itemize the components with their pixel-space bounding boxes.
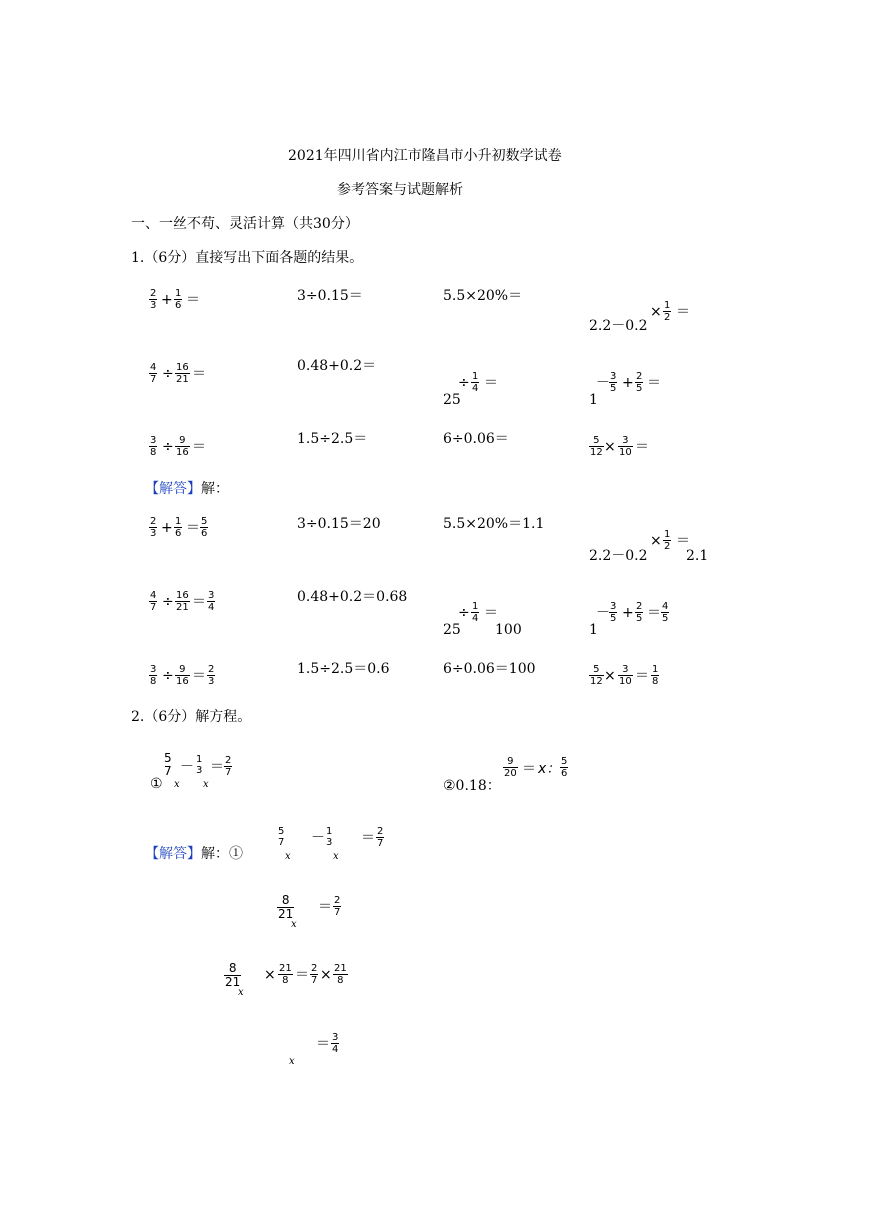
variable-x: x bbox=[174, 779, 180, 790]
minus-sign: － bbox=[596, 375, 610, 391]
variable-x: x bbox=[285, 851, 291, 862]
fraction-3-10: $\frac{3}{10}$ bbox=[619, 435, 632, 458]
page-subtitle: 参考答案与试题解析 bbox=[337, 182, 463, 198]
fraction-2-3: $\frac{2}{3}$ bbox=[208, 664, 215, 687]
equals-sign: ＝ bbox=[484, 375, 498, 391]
fraction-1-4: $\frac{1}{4}$ bbox=[472, 371, 479, 394]
fraction-9-16: $\frac{9}{16}$ bbox=[176, 664, 189, 687]
answer-r2c4-prefix: 1 bbox=[589, 622, 598, 638]
problem-r2c4-prefix: 1 bbox=[589, 392, 598, 408]
times-sign: × bbox=[650, 304, 662, 320]
fraction-3-8: $\frac{3}{8}$ bbox=[150, 664, 157, 687]
fraction-1-2: $\frac{1}{2}$ bbox=[664, 300, 671, 323]
fraction-1-6: $\frac{1}{6}$ bbox=[175, 516, 182, 539]
answer-label: 【解答】 bbox=[145, 846, 201, 862]
divide-sign: ÷ bbox=[162, 439, 174, 455]
equals-sign: ＝ bbox=[295, 967, 309, 983]
fraction-2-3: $\frac{2}{3}$ bbox=[150, 516, 157, 539]
answer-r2c2: 0.48+0.2＝0.68 bbox=[297, 589, 408, 605]
fraction-3-5: $\frac{3}{5}$ bbox=[610, 371, 617, 394]
divide-sign: ÷ bbox=[162, 668, 174, 684]
fraction-5-12: $\frac{5}{12}$ bbox=[590, 435, 603, 458]
answer-r3c3: 6÷0.06＝100 bbox=[443, 661, 536, 677]
fraction-3-4: $\frac{3}{4}$ bbox=[332, 1032, 339, 1055]
fraction-1-4: $\frac{1}{4}$ bbox=[472, 601, 479, 624]
equals-sign: ＝ bbox=[192, 594, 206, 610]
jie-label: 解： bbox=[201, 481, 229, 497]
circle-1: ① bbox=[150, 776, 163, 792]
question-2: 2.（6分）解方程。 bbox=[131, 709, 252, 725]
fraction-21-8: $\frac{21}{8}$ bbox=[334, 963, 347, 986]
fraction-1-3: 1 3 bbox=[196, 754, 203, 776]
equals-sign: ＝ bbox=[676, 533, 690, 549]
answer-r1c2: 3÷0.15＝20 bbox=[297, 516, 381, 532]
fraction-2-7: $\frac{2}{7}$ bbox=[225, 755, 232, 778]
equals-sign: ＝ bbox=[647, 375, 661, 391]
fraction-4-7: $\frac{4}{7}$ bbox=[150, 590, 157, 613]
section-heading: 一、一丝不苟、灵活计算（共30分） bbox=[131, 216, 359, 232]
page-title: 2021年四川省内江市隆昌市小升初数学试卷 bbox=[288, 148, 562, 164]
times-sign: × bbox=[604, 439, 616, 455]
equals-sign: ＝ bbox=[635, 439, 649, 455]
jie-label: 解： bbox=[201, 846, 229, 862]
times-sign: × bbox=[264, 967, 276, 983]
equals-sign: ＝ bbox=[318, 899, 332, 915]
problem-r1c3: 5.5×20%＝ bbox=[443, 288, 523, 304]
plus-sign: + bbox=[161, 292, 173, 308]
plus-sign: + bbox=[161, 520, 173, 536]
fraction-2-5: $\frac{2}{5}$ bbox=[636, 371, 643, 394]
variable-x: x bbox=[291, 919, 297, 930]
equals-sign: ＝ bbox=[647, 605, 661, 621]
answer-r1c4-prefix: 2.2－0.2 bbox=[589, 548, 648, 564]
fraction-16-21: $\frac{16}{21}$ bbox=[176, 590, 189, 613]
minus-sign: － bbox=[596, 605, 610, 621]
equals-sign: ＝ bbox=[192, 668, 206, 684]
equals-sign: ＝ bbox=[522, 761, 536, 777]
plus-sign: + bbox=[622, 375, 634, 391]
answer-label: 【解答】 bbox=[145, 481, 201, 497]
fraction-2-7: $\frac{2}{7}$ bbox=[377, 826, 384, 849]
answer-r2c3-prefix: 25 bbox=[443, 622, 461, 638]
fraction-5-6: $\frac{5}{6}$ bbox=[201, 516, 208, 539]
minus-sign: － bbox=[180, 759, 194, 775]
problem-r1c2: 3÷0.15＝ bbox=[297, 288, 363, 304]
equals-sign: ＝ bbox=[316, 1036, 330, 1052]
problem-r3c3: 6÷0.06＝ bbox=[443, 431, 509, 447]
variable-x: x bbox=[289, 1056, 295, 1067]
fraction-1-6: $\frac{1}{6}$ bbox=[175, 288, 182, 311]
divide-sign: ÷ bbox=[458, 375, 470, 391]
circle-1: ① bbox=[229, 846, 243, 862]
equals-sign: ＝ bbox=[186, 292, 200, 308]
fraction-2-3: $\frac{2}{3}$ bbox=[150, 288, 157, 311]
equals-sign: ＝ bbox=[635, 668, 649, 684]
equals-sign: ＝ bbox=[192, 439, 206, 455]
fraction-1-3: 1 3 bbox=[326, 826, 333, 848]
times-sign: × bbox=[320, 967, 332, 983]
answer-r1c4-result: 2.1 bbox=[686, 548, 709, 564]
equals-sign: ＝ bbox=[186, 520, 200, 536]
divide-sign: ÷ bbox=[458, 605, 470, 621]
fraction-2-7: $\frac{2}{7}$ bbox=[334, 895, 341, 918]
answer-block-2 bbox=[145, 846, 243, 862]
fraction-16-21: $\frac{16}{21}$ bbox=[176, 362, 189, 385]
equals-sign: ＝ bbox=[210, 759, 224, 775]
equals-sign: ＝ bbox=[192, 366, 206, 382]
fraction-2-7: $\frac{2}{7}$ bbox=[311, 963, 318, 986]
fraction-3-8: $\frac{3}{8}$ bbox=[150, 435, 157, 458]
problem-r1c4-prefix: 2.2－0.2 bbox=[589, 318, 648, 334]
fraction-1-8: $\frac{1}{8}$ bbox=[652, 664, 659, 687]
fraction-5-12: $\frac{5}{12}$ bbox=[590, 664, 603, 687]
equals-sign: ＝ bbox=[676, 304, 690, 320]
times-sign: × bbox=[650, 533, 662, 549]
fraction-5-7: 5 7 bbox=[164, 751, 172, 778]
variable-x: x bbox=[238, 987, 244, 998]
answer-r2c3-result: 100 bbox=[495, 622, 522, 638]
equals-sign: ＝ bbox=[484, 605, 498, 621]
fraction-5-6: $\frac{5}{6}$ bbox=[561, 756, 568, 779]
plus-sign: + bbox=[622, 605, 634, 621]
divide-sign: ÷ bbox=[162, 366, 174, 382]
fraction-9-20: $\frac{9}{20}$ bbox=[504, 756, 517, 779]
fraction-4-5: $\frac{4}{5}$ bbox=[662, 601, 669, 624]
variable-x-colon: x： bbox=[538, 761, 561, 777]
answer-r3c2: 1.5÷2.5＝0.6 bbox=[297, 661, 390, 677]
divide-sign: ÷ bbox=[162, 594, 174, 610]
fraction-9-16: $\frac{9}{16}$ bbox=[176, 435, 189, 458]
fraction-3-10: $\frac{3}{10}$ bbox=[619, 664, 632, 687]
fraction-4-7: $\frac{4}{7}$ bbox=[150, 362, 157, 385]
answer-r1c3: 5.5×20%＝1.1 bbox=[443, 516, 545, 532]
fraction-2-5: $\frac{2}{5}$ bbox=[636, 601, 643, 624]
equation-2-prefix: ②0.18： bbox=[443, 778, 501, 794]
fraction-8-21: $\frac{8}{21}$ bbox=[278, 893, 294, 921]
fraction-21-8: $\frac{21}{8}$ bbox=[279, 963, 292, 986]
problem-r2c2: 0.48+0.2＝ bbox=[297, 358, 377, 374]
problem-r2c3-prefix: 25 bbox=[443, 392, 461, 408]
variable-x: x bbox=[333, 851, 339, 862]
problem-r3c2: 1.5÷2.5＝ bbox=[297, 431, 368, 447]
equals-sign: ＝ bbox=[361, 830, 375, 846]
fraction-1-2: $\frac{1}{2}$ bbox=[664, 529, 671, 552]
fraction-5-7: 5 7 bbox=[278, 826, 285, 848]
question-1: 1.（6分）直接写出下面各题的结果。 bbox=[131, 250, 364, 266]
fraction-3-4: $\frac{3}{4}$ bbox=[208, 590, 215, 613]
times-sign: × bbox=[604, 668, 616, 684]
minus-sign: － bbox=[311, 830, 325, 846]
fraction-8-21: $\frac{8}{21}$ bbox=[225, 961, 241, 989]
variable-x: x bbox=[203, 779, 209, 790]
answer-block-1 bbox=[145, 481, 229, 497]
fraction-3-5: $\frac{3}{5}$ bbox=[610, 601, 617, 624]
